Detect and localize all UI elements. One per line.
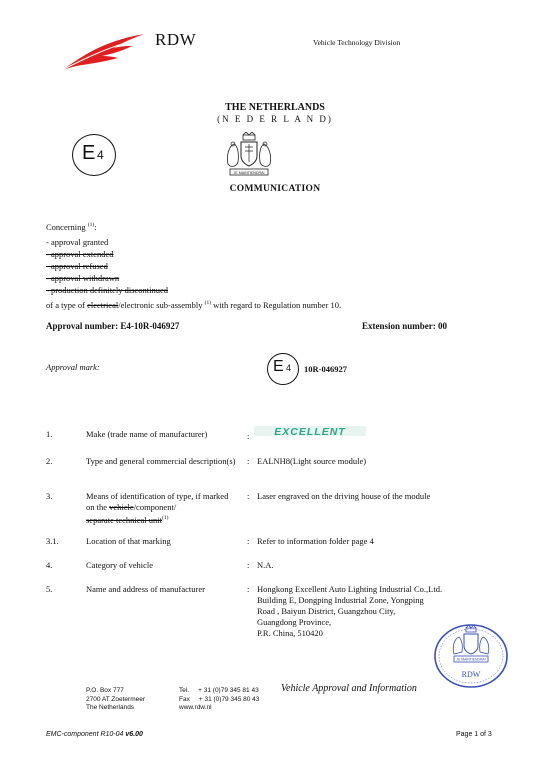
item-colon: : [247,584,250,594]
address-line: The Netherlands [86,704,135,711]
item-value-type: EALNH8(Light source module) [257,456,367,466]
division-name: Vehicle Technology Division [313,38,401,47]
stamp-org: RDW [461,670,481,679]
item-number: 3.1. [46,536,59,546]
footer-tagline: Vehicle Approval and Information [281,683,417,694]
identification-label-a: Means of identification of type, if marked on the [86,491,229,512]
item-label-identification [86,491,236,526]
item-value-identification: Laser engraved on the driving house of the module [257,491,431,501]
document-id-prefix: EMC-component R10-04 [46,731,126,738]
address-line: 2700 AT Zoetermeer [86,695,146,703]
item-value-location: Refer to information folder page 4 [257,536,374,546]
item-label-category: Category of vehicle [86,560,154,570]
document-id [46,731,143,738]
status-approval-withdrawn: - approval withdrawn [46,273,120,283]
org-title: RDW [155,30,197,49]
contact-fax: Fax + 31 (0)79 345 80 43 [179,695,260,703]
type-prefix: of a type of [46,299,88,310]
approval-number: Approval number: E4-10R-046927 [46,321,180,331]
country-heading-dutch: (N E D E R L A N D) [217,114,333,124]
emark-letter: E [82,142,96,164]
footer-address [86,687,145,713]
e4-mark-icon [72,134,116,176]
type-regulation: with regard to Regulation number 10. [211,299,342,310]
make-logo-text: EXCELLENT [274,426,346,438]
status-production-discontinued: - production definitely discontinued [46,285,169,295]
manufacturer-line: Guangdong Province, [257,617,332,627]
item-label-location: Location of that marking [86,536,171,546]
status-approval-refused: - approval refused [46,261,108,271]
concerning-colon: : [94,221,97,232]
rdw-feather-logo-icon [58,30,148,74]
concerning-line [46,219,97,233]
item-colon: : [247,536,250,546]
identification-label-b: /component/ [133,502,177,512]
item-label-manufacturer: Name and address of manufacturer [86,584,205,594]
approval-mark-label: Approval mark: [46,362,100,372]
excellent-brand-logo-icon [254,423,366,439]
item-number: 4. [46,560,53,570]
footer-contact [179,687,259,713]
item-label-type: Type and general commercial description(s) [86,456,236,466]
document-heading: COMMUNICATION [229,184,321,194]
rdw-official-stamp-icon [432,622,510,690]
footnote-ref: (1) [162,515,169,521]
manufacturer-line: Hongkong Excellent Auto Lighting Industrial Co.,Ltd. [257,584,443,594]
footnote-ref: (1) [204,300,212,306]
item-number: 5. [46,584,53,594]
item-colon: : [247,491,250,501]
approval-e4-mark-icon [267,353,299,385]
coat-motto: JE MAINTIENDRAI [233,170,265,175]
manufacturer-line: Road , Baiyun District, Guangzhou City, [257,606,396,616]
emark-number: 4 [97,148,104,162]
type-statement [46,297,341,311]
address-line: P.O. Box 777 [86,687,124,694]
item-colon: : [247,560,250,570]
contact-phone: Tel. + 31 (0)79 345 81 43 [179,687,259,694]
page-number: Page 1 of 3 [456,731,492,738]
extension-number: Extension number: 00 [362,321,448,331]
country-heading: THE NETHERLANDS [225,102,325,113]
footnote-ref: (1) [87,222,95,228]
manufacturer-line: P.R. China, 510420 [257,628,323,638]
approval-mark-letter: E [273,358,284,375]
stamp-motto: JE MAINTIENDRAI [456,657,486,662]
item-number: 1. [46,429,53,439]
approval-mark-code: 10R-046927 [304,364,347,374]
type-rest: /electronic sub-assembly [118,299,205,310]
item-number: 2. [46,456,53,466]
status-list [46,236,168,296]
status-approval-extended: - approval extended [46,249,114,259]
status-approval-granted: - approval granted [46,237,109,247]
item-label-make: Make (trade name of manufacturer) [86,429,208,439]
dutch-coat-of-arms-icon [220,132,278,180]
item-value-category: N.A. [257,560,274,570]
item-number: 3. [46,491,53,501]
item-colon: : [247,431,250,441]
manufacturer-line: Building E, Dongping Industrial Zone, Yongping [257,595,424,605]
item-colon: : [247,456,250,466]
identification-struck-unit: separate technical unit [86,514,162,525]
identification-struck-vehicle: vehicle [109,502,134,512]
concerning-label: Concerning [46,221,86,232]
type-struck: electrical [87,299,119,310]
contact-website: www.rdw.nl [179,704,212,711]
document-version: v6.00 [125,731,143,738]
approval-mark-number: 4 [286,363,292,373]
